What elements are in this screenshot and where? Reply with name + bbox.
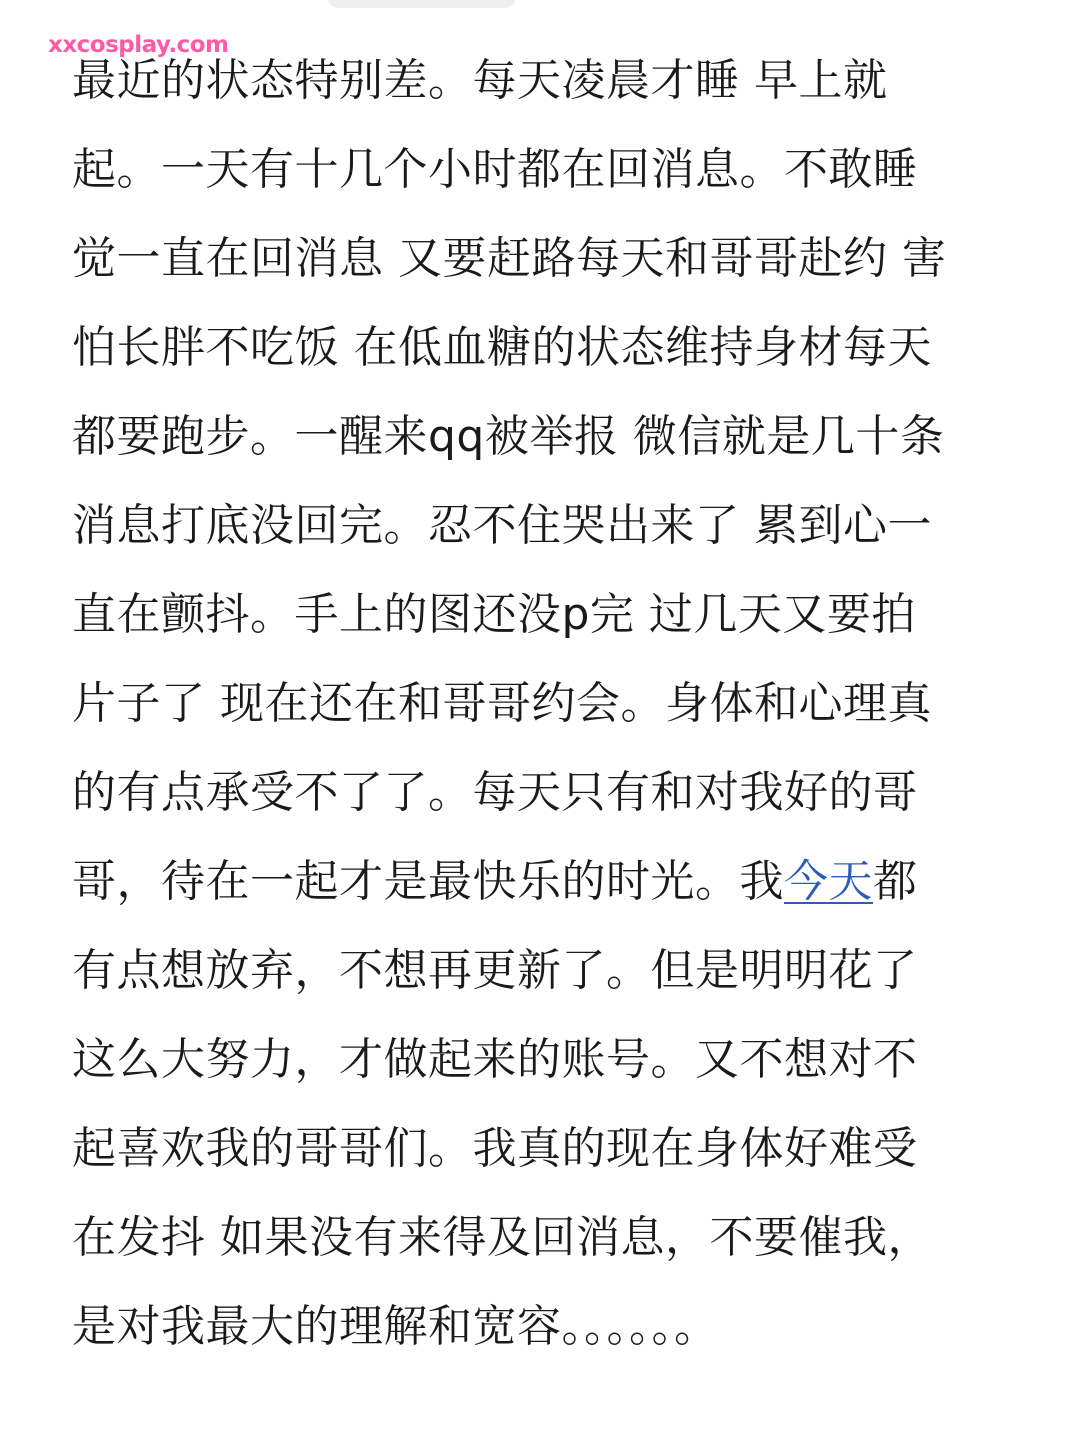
text-line: 都要跑步。一醒来qq被举报 微信就是几十条	[72, 411, 945, 462]
text-line-with-link	[72, 837, 1012, 926]
text-line: 是对我最大的理解和宽容。。。。。。	[72, 1301, 719, 1352]
text-segment: 哥，待在一起才是最快乐的时光。我	[72, 856, 784, 907]
text-line: 起喜欢我的哥哥们。我真的现在身体好难受	[72, 1123, 918, 1174]
text-line: 怕长胖不吃饭 在低血糖的状态维持身材每天	[72, 322, 932, 373]
drag-handle	[328, 0, 516, 8]
text-line: 觉一直在回消息 又要赶路每天和哥哥赴约 害	[72, 233, 947, 284]
topic-link[interactable]: 今天	[784, 856, 873, 907]
text-line: 有点想放弃，不想再更新了。但是明明花了	[72, 945, 918, 996]
text-line: 的有点承受不了了。每天只有和对我好的哥	[72, 767, 918, 818]
text-line: 消息打底没回完。忍不住哭出来了 累到心一	[72, 500, 932, 551]
text-line: 片子了 现在还在和哥哥约会。身体和心理真	[72, 678, 932, 729]
watermark-logo: xxcosplay.com	[48, 32, 229, 58]
text-line: 这么大努力，才做起来的账号。又不想对不	[72, 1034, 918, 1085]
text-line: 最近的状态特别差。每天凌晨才睡 早上就	[72, 55, 888, 106]
text-line: 起。一天有十几个小时都在回消息。不敢睡	[72, 144, 918, 195]
post-text	[72, 36, 1012, 1371]
text-segment: 都	[873, 856, 918, 907]
text-line: 直在颤抖。手上的图还没p完 过几天又要拍	[72, 589, 916, 640]
text-line: 在发抖 如果没有来得及回消息，不要催我，	[72, 1212, 932, 1263]
